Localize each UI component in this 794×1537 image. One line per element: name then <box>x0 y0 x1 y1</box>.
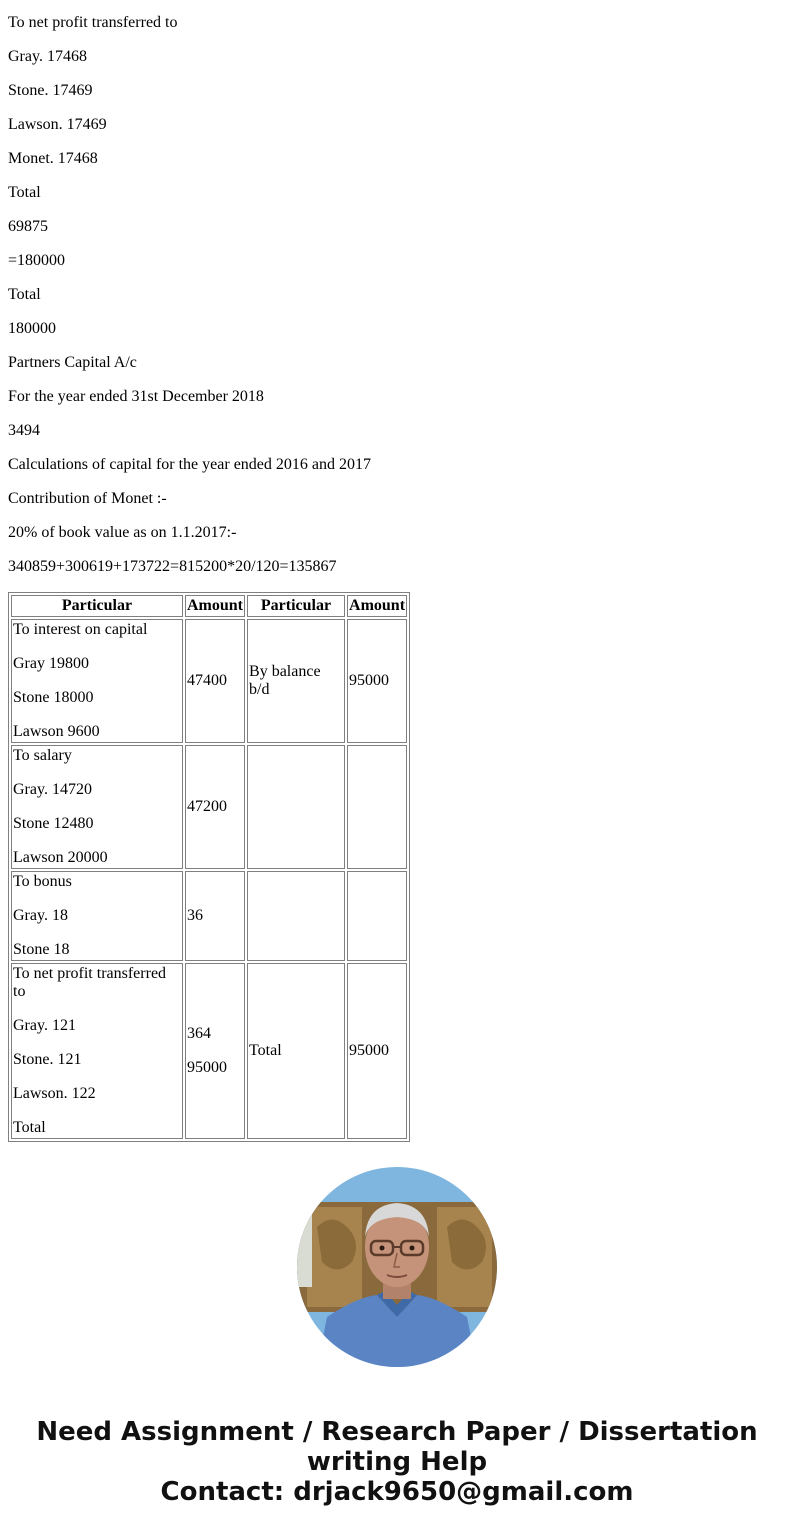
cell-line: Stone. 121 <box>13 1051 82 1068</box>
table-row <box>11 963 407 1139</box>
particular-cell <box>11 745 183 869</box>
paragraph: Total <box>8 286 41 303</box>
cell-line: Total <box>13 1119 46 1136</box>
paragraph: Total <box>8 184 41 201</box>
cell-line: 47200 <box>187 798 227 815</box>
cell-line: To net profit transferred to <box>13 965 167 1000</box>
paragraph: Stone. 17469 <box>8 82 93 99</box>
cell-line: Lawson. 122 <box>13 1085 96 1102</box>
amount-cell: 95000 <box>347 619 407 743</box>
column-header: Particular <box>11 595 183 617</box>
amount-cell <box>185 745 245 869</box>
table-header-row <box>11 595 407 617</box>
paragraph: Calculations of capital for the year ended 2016 and 2017 <box>8 456 371 473</box>
paragraph: 3494 <box>8 422 40 439</box>
person-portrait-icon <box>297 1167 497 1367</box>
cell-line: Lawson 9600 <box>13 723 100 740</box>
promo-line: writing Help <box>306 1447 488 1477</box>
paragraph: For the year ended 31st December 2018 <box>8 388 264 405</box>
amount-cell <box>347 871 407 961</box>
particular-cell <box>247 871 345 961</box>
paragraph: To net profit transferred to <box>8 14 178 31</box>
paragraph: =180000 <box>8 252 66 269</box>
cell-line: Gray. 14720 <box>13 781 92 798</box>
paragraph: 180000 <box>8 320 56 337</box>
promo-line: Need Assignment / Research Paper / Dissertation <box>36 1417 758 1447</box>
column-header: Amount <box>185 595 245 617</box>
cell-line: 47400 <box>187 672 227 689</box>
particular-cell <box>11 871 183 961</box>
particular-cell: Total <box>247 963 345 1139</box>
column-header: Particular <box>247 595 345 617</box>
amount-cell <box>185 871 245 961</box>
promo-banner <box>0 1417 794 1507</box>
amount-cell: 95000 <box>347 963 407 1139</box>
paragraph-list <box>8 14 786 576</box>
cell-line: Lawson 20000 <box>13 849 108 866</box>
paragraph: Contribution of Monet :- <box>8 490 167 507</box>
particular-cell <box>11 963 183 1139</box>
cell-line: Gray. 121 <box>13 1017 76 1034</box>
cell-line: To interest on capital <box>13 621 148 638</box>
particular-cell <box>247 745 345 869</box>
cell-line: 364 <box>187 1025 211 1042</box>
paragraph: 340859+300619+173722=815200*20/120=135867 <box>8 558 337 575</box>
promo-contact: Contact: drjack9650@gmail.com <box>160 1477 634 1507</box>
cell-line: To bonus <box>13 873 72 890</box>
document-body <box>0 14 794 1142</box>
cell-line: Stone 18 <box>13 941 70 958</box>
table-row <box>11 871 407 961</box>
cell-line: Gray 19800 <box>13 655 89 672</box>
cell-line: Stone 12480 <box>13 815 94 832</box>
table-row <box>11 619 407 743</box>
cell-line: Stone 18000 <box>13 689 94 706</box>
paragraph: Gray. 17468 <box>8 48 87 65</box>
cell-line: 95000 <box>187 1059 227 1076</box>
amount-cell <box>347 745 407 869</box>
particular-cell <box>11 619 183 743</box>
paragraph: 20% of book value as on 1.1.2017:- <box>8 524 237 541</box>
column-header: Amount <box>347 595 407 617</box>
table-row <box>11 745 407 869</box>
ledger-table <box>8 592 410 1142</box>
cell-line: Gray. 18 <box>13 907 68 924</box>
paragraph: 69875 <box>8 218 48 235</box>
avatar <box>297 1167 497 1367</box>
amount-cell <box>185 619 245 743</box>
paragraph: Partners Capital A/c <box>8 354 137 371</box>
cell-line: To salary <box>13 747 72 764</box>
particular-cell: By balance b/d <box>247 619 345 743</box>
amount-cell <box>185 963 245 1139</box>
cell-line: 36 <box>187 907 203 924</box>
paragraph: Monet. 17468 <box>8 150 98 167</box>
paragraph: Lawson. 17469 <box>8 116 107 133</box>
